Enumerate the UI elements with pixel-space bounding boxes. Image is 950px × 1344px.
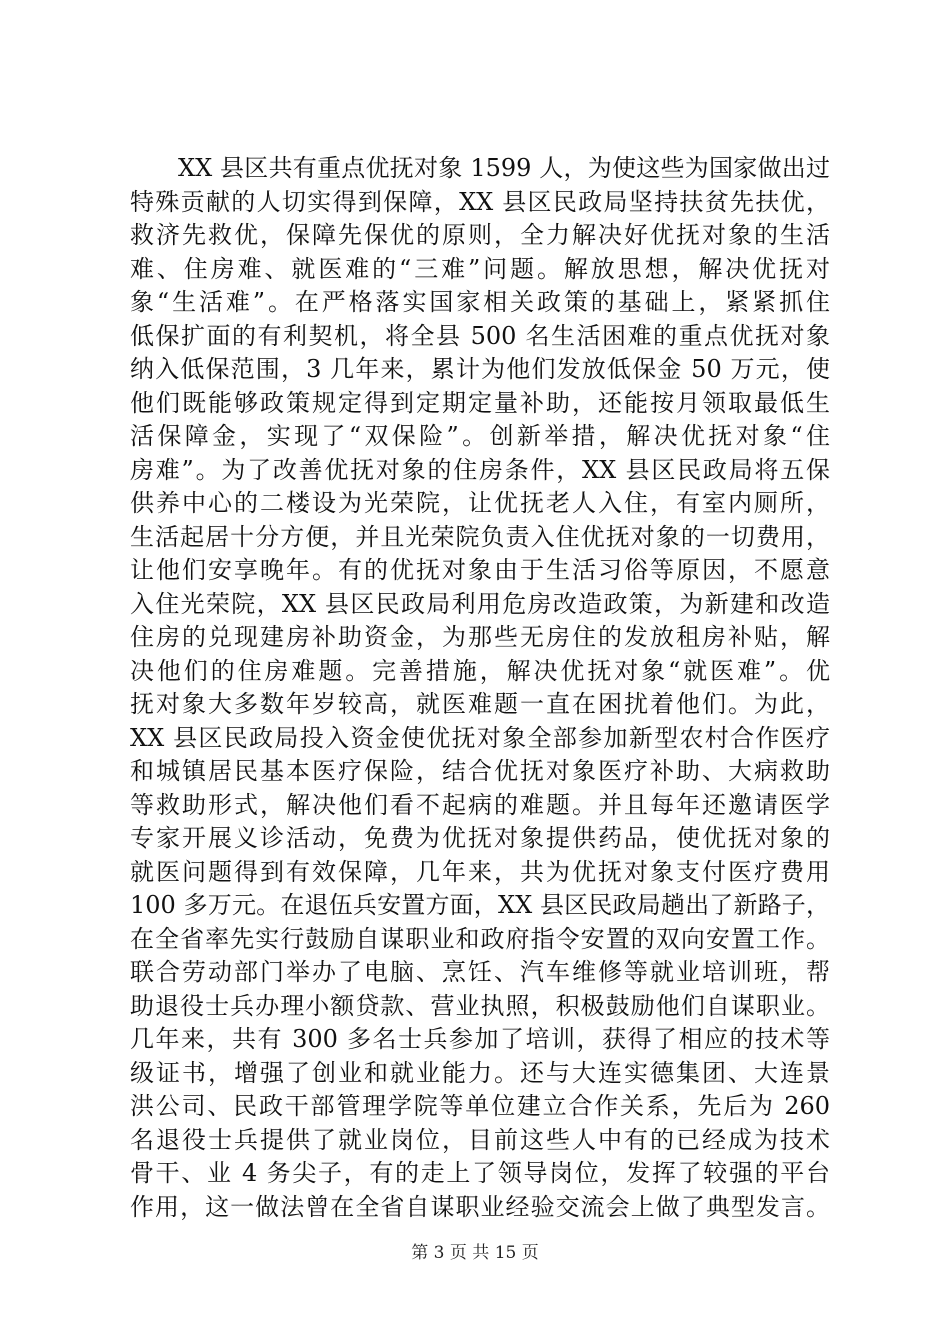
text-line: 低保扩面的有利契机，将全县 500 名生活困难的重点优抚对象	[130, 321, 830, 350]
text-line: 等救助形式，解决他们看不起病的难题。并且每年还邀请医学	[130, 790, 830, 819]
text-line: 骨干、业 4 务尖子，有的走上了领导岗位，发挥了较强的平台	[130, 1159, 830, 1187]
text-line: 象“生活难”。在严格落实国家相关政策的基础上，紧紧抓住	[130, 288, 830, 316]
text-line: 助退役士兵办理小额贷款、营业执照，积极鼓励他们自谋职业。	[130, 991, 830, 1020]
text-line: 在全省率先实行鼓励自谋职业和政府指令安置的双向安置工作。	[130, 924, 830, 953]
text-line: 名退役士兵提供了就业岗位，目前这些人中有的已经成为技术	[130, 1125, 830, 1154]
text-line: 生活起居十分方便，并且光荣院负责入住优抚对象的一切费用，	[130, 522, 830, 551]
text-line: 活保障金，实现了“双保险”。创新举措，解决优抚对象“住	[130, 422, 830, 450]
text-line: 几年来，共有 300 多名士兵参加了培训，获得了相应的技术等	[130, 1025, 830, 1053]
text-line: 作用，这一做法曾在全省自谋职业经验交流会上做了典型发言。	[130, 1192, 830, 1221]
text-line: 住房的兑现建房补助资金，为那些无房住的发放租房补贴，解	[130, 623, 830, 651]
text-line: 房难”。为了改善优抚对象的住房条件，XX 县区民政局将五保	[130, 455, 830, 484]
body-paragraph	[130, 152, 830, 1224]
text-line: 决他们的住房难题。完善措施，解决优抚对象“就医难”。优	[130, 656, 830, 685]
text-line: 联合劳动部门举办了电脑、烹饪、汽车维修等就业培训班，帮	[130, 958, 830, 986]
text-line: 和城镇居民基本医疗保险，结合优抚对象医疗补助、大病救助	[130, 757, 830, 785]
text-line: 救济先救优，保障先保优的原则，全力解决好优抚对象的生活	[130, 221, 830, 249]
text-line: 特殊贡献的人切实得到保障，XX 县区民政局坚持扶贫先扶优，	[130, 187, 830, 216]
text-line: 难、住房难、就医难的“三难”问题。解放思想，解决优抚对	[130, 254, 830, 283]
text-line: 洪公司、民政干部管理学院等单位建立合作关系，先后为 260	[130, 1092, 830, 1120]
text-line: XX 县区共有重点优抚对象 1599 人，为使这些为国家做出过	[178, 154, 830, 182]
text-line: 100 多万元。在退伍兵安置方面，XX 县区民政局趟出了新路子，	[130, 891, 830, 919]
text-line: 入住光荣院，XX 县区民政局利用危房改造政策，为新建和改造	[130, 589, 830, 618]
page-number-label: 第 3 页 共 15 页	[411, 1243, 539, 1263]
text-line: 他们既能够政策规定得到定期定量补助，还能按月领取最低生	[130, 388, 830, 417]
text-line: 就医问题得到有效保障，几年来，共为优抚对象支付医疗费用	[130, 857, 830, 886]
text-line: 让他们安享晚年。有的优抚对象由于生活习俗等原因，不愿意	[130, 556, 830, 584]
text-line: 供养中心的二楼设为光荣院，让优抚老人入住，有室内厕所，	[130, 489, 830, 517]
text-line: 专家开展义诊活动，免费为优抚对象提供药品，使优抚对象的	[130, 824, 830, 852]
text-line: 级证书，增强了创业和就业能力。还与大连实德集团、大连景	[130, 1058, 830, 1087]
text-line: 纳入低保范围，3 几年来，累计为他们发放低保金 50 万元，使	[130, 355, 830, 383]
page-footer	[0, 1242, 950, 1264]
text-line: 抚对象大多数年岁较高，就医难题一直在困扰着他们。为此，	[130, 690, 830, 718]
text-line: XX 县区民政局投入资金使优抚对象全部参加新型农村合作医疗	[130, 723, 830, 752]
